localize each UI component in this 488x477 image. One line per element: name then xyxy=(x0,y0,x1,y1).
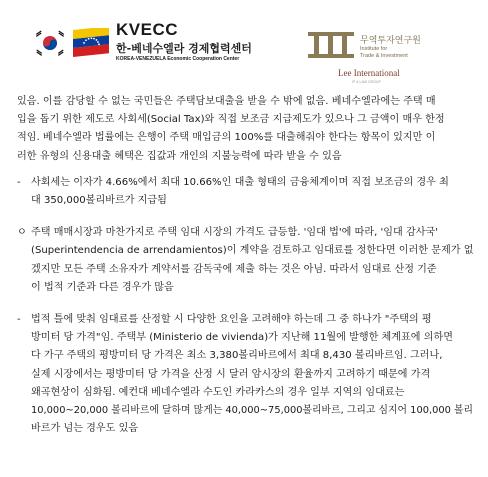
dash-marker: - xyxy=(17,314,21,326)
text-line: 10,000~20,000 볼리바르에 달하며 많게는 40,000~75,000볼리바르, 그리고 심지어 100,000 볼리 xyxy=(31,405,474,417)
dash-marker: - xyxy=(17,176,21,188)
org-english-name: KOREA-VENEZUELA Economic Cooperation Center xyxy=(116,56,240,62)
partner-subtitle: IP & LAW GROUP xyxy=(352,80,381,84)
text-line: 주택 매매시장과 마찬가지로 주택 임대 시장의 가격도 급등함. '임대 법'에 따라, '임대 감사국' xyxy=(31,227,439,239)
document-header xyxy=(0,0,488,92)
text-line: 겠지만 모든 주택 소유자가 계약서를 감독국에 제출 하는 것은 아님. 따라서 임대료 산정 기준 xyxy=(31,263,437,275)
org-short-name: KVECC xyxy=(116,20,179,39)
text-line: 사회세는 이자가 4.66%에서 최대 10.66%인 대출 형태의 금융체계이며 직접 보조금의 경우 최 xyxy=(31,176,449,188)
document-body xyxy=(17,93,473,438)
text-line: 이 법적 기준과 다른 경우가 많음 xyxy=(31,281,174,293)
circle-marker: ㅇ xyxy=(17,227,27,239)
text-line: 대 350,000볼리바르가 지급됨 xyxy=(31,195,167,207)
text-line: 입을 돕기 위한 제도로 사회세(Social Tax)와 직접 보조금 지급제도가 있으나 그 금액이 매우 한정 xyxy=(17,114,445,126)
text-line: 실제 시장에서는 평방미터 당 가격을 산정 시 달러 암시장의 환율까지 고려하기 때문에 가격 xyxy=(31,368,431,380)
text-line: 방미터 당 가격"임. 주택부 (Ministerio de vivienda)가 지난해 11월에 발행한 체계표에 의하면 xyxy=(31,332,454,344)
intro-paragraph xyxy=(17,93,473,166)
org-korean-name: 한-베네수엘라 경제협력센터 xyxy=(116,42,252,55)
text-line: 바르가 넘는 경우도 있음 xyxy=(31,423,139,435)
rental-market-bullet xyxy=(17,224,473,297)
price-per-square-meter-bullet xyxy=(17,311,473,438)
institute-english-line-2: Trade & Investment xyxy=(360,53,408,59)
text-line: 적임. 베네수엘라 법률에는 은행이 주택 매입금의 100%를 대출해줘야 한다는 항목이 있지만 이 xyxy=(17,132,436,144)
social-tax-bullet xyxy=(17,174,473,210)
venezuela-flag-icon xyxy=(73,28,109,58)
institute-english-line-1: Institute for xyxy=(360,46,388,52)
text-line: 왜곡현상이 심화됨. 예컨대 베네수엘라 수도인 카라카스의 경우 일부 지역의 임대료는 xyxy=(31,386,405,398)
text-line: 법적 틀에 맞춰 임대료를 산정할 시 다양한 요인을 고려해야 하는데 그 중 하나가 "주택의 평 xyxy=(31,314,432,326)
text-line: (Superintendencia de arrendamientos)이 계약을 검토하고 임대료를 정한다면 이러한 문제가 없 xyxy=(31,245,474,257)
institute-korean-name: 무역투자연구원 xyxy=(360,36,421,46)
text-line: 있음. 이를 감당할 수 없는 국민들은 주택담보대출을 받을 수 밖에 없음. 베네수엘라에는 주택 매 xyxy=(17,96,436,107)
partner-name: Lee International xyxy=(338,68,400,78)
institute-logo-icon xyxy=(308,32,354,58)
text-line: 러한 유형의 신용대출 혜택은 집값과 개인의 지불능력에 따라 받을 수 있음 xyxy=(17,150,342,162)
text-line: 다 가구 주택의 평방미터 당 가격은 최소 3,380볼리바르에서 최대 8,430 볼리바르임. 그러나, xyxy=(31,350,443,362)
korea-flag-icon xyxy=(33,28,67,58)
